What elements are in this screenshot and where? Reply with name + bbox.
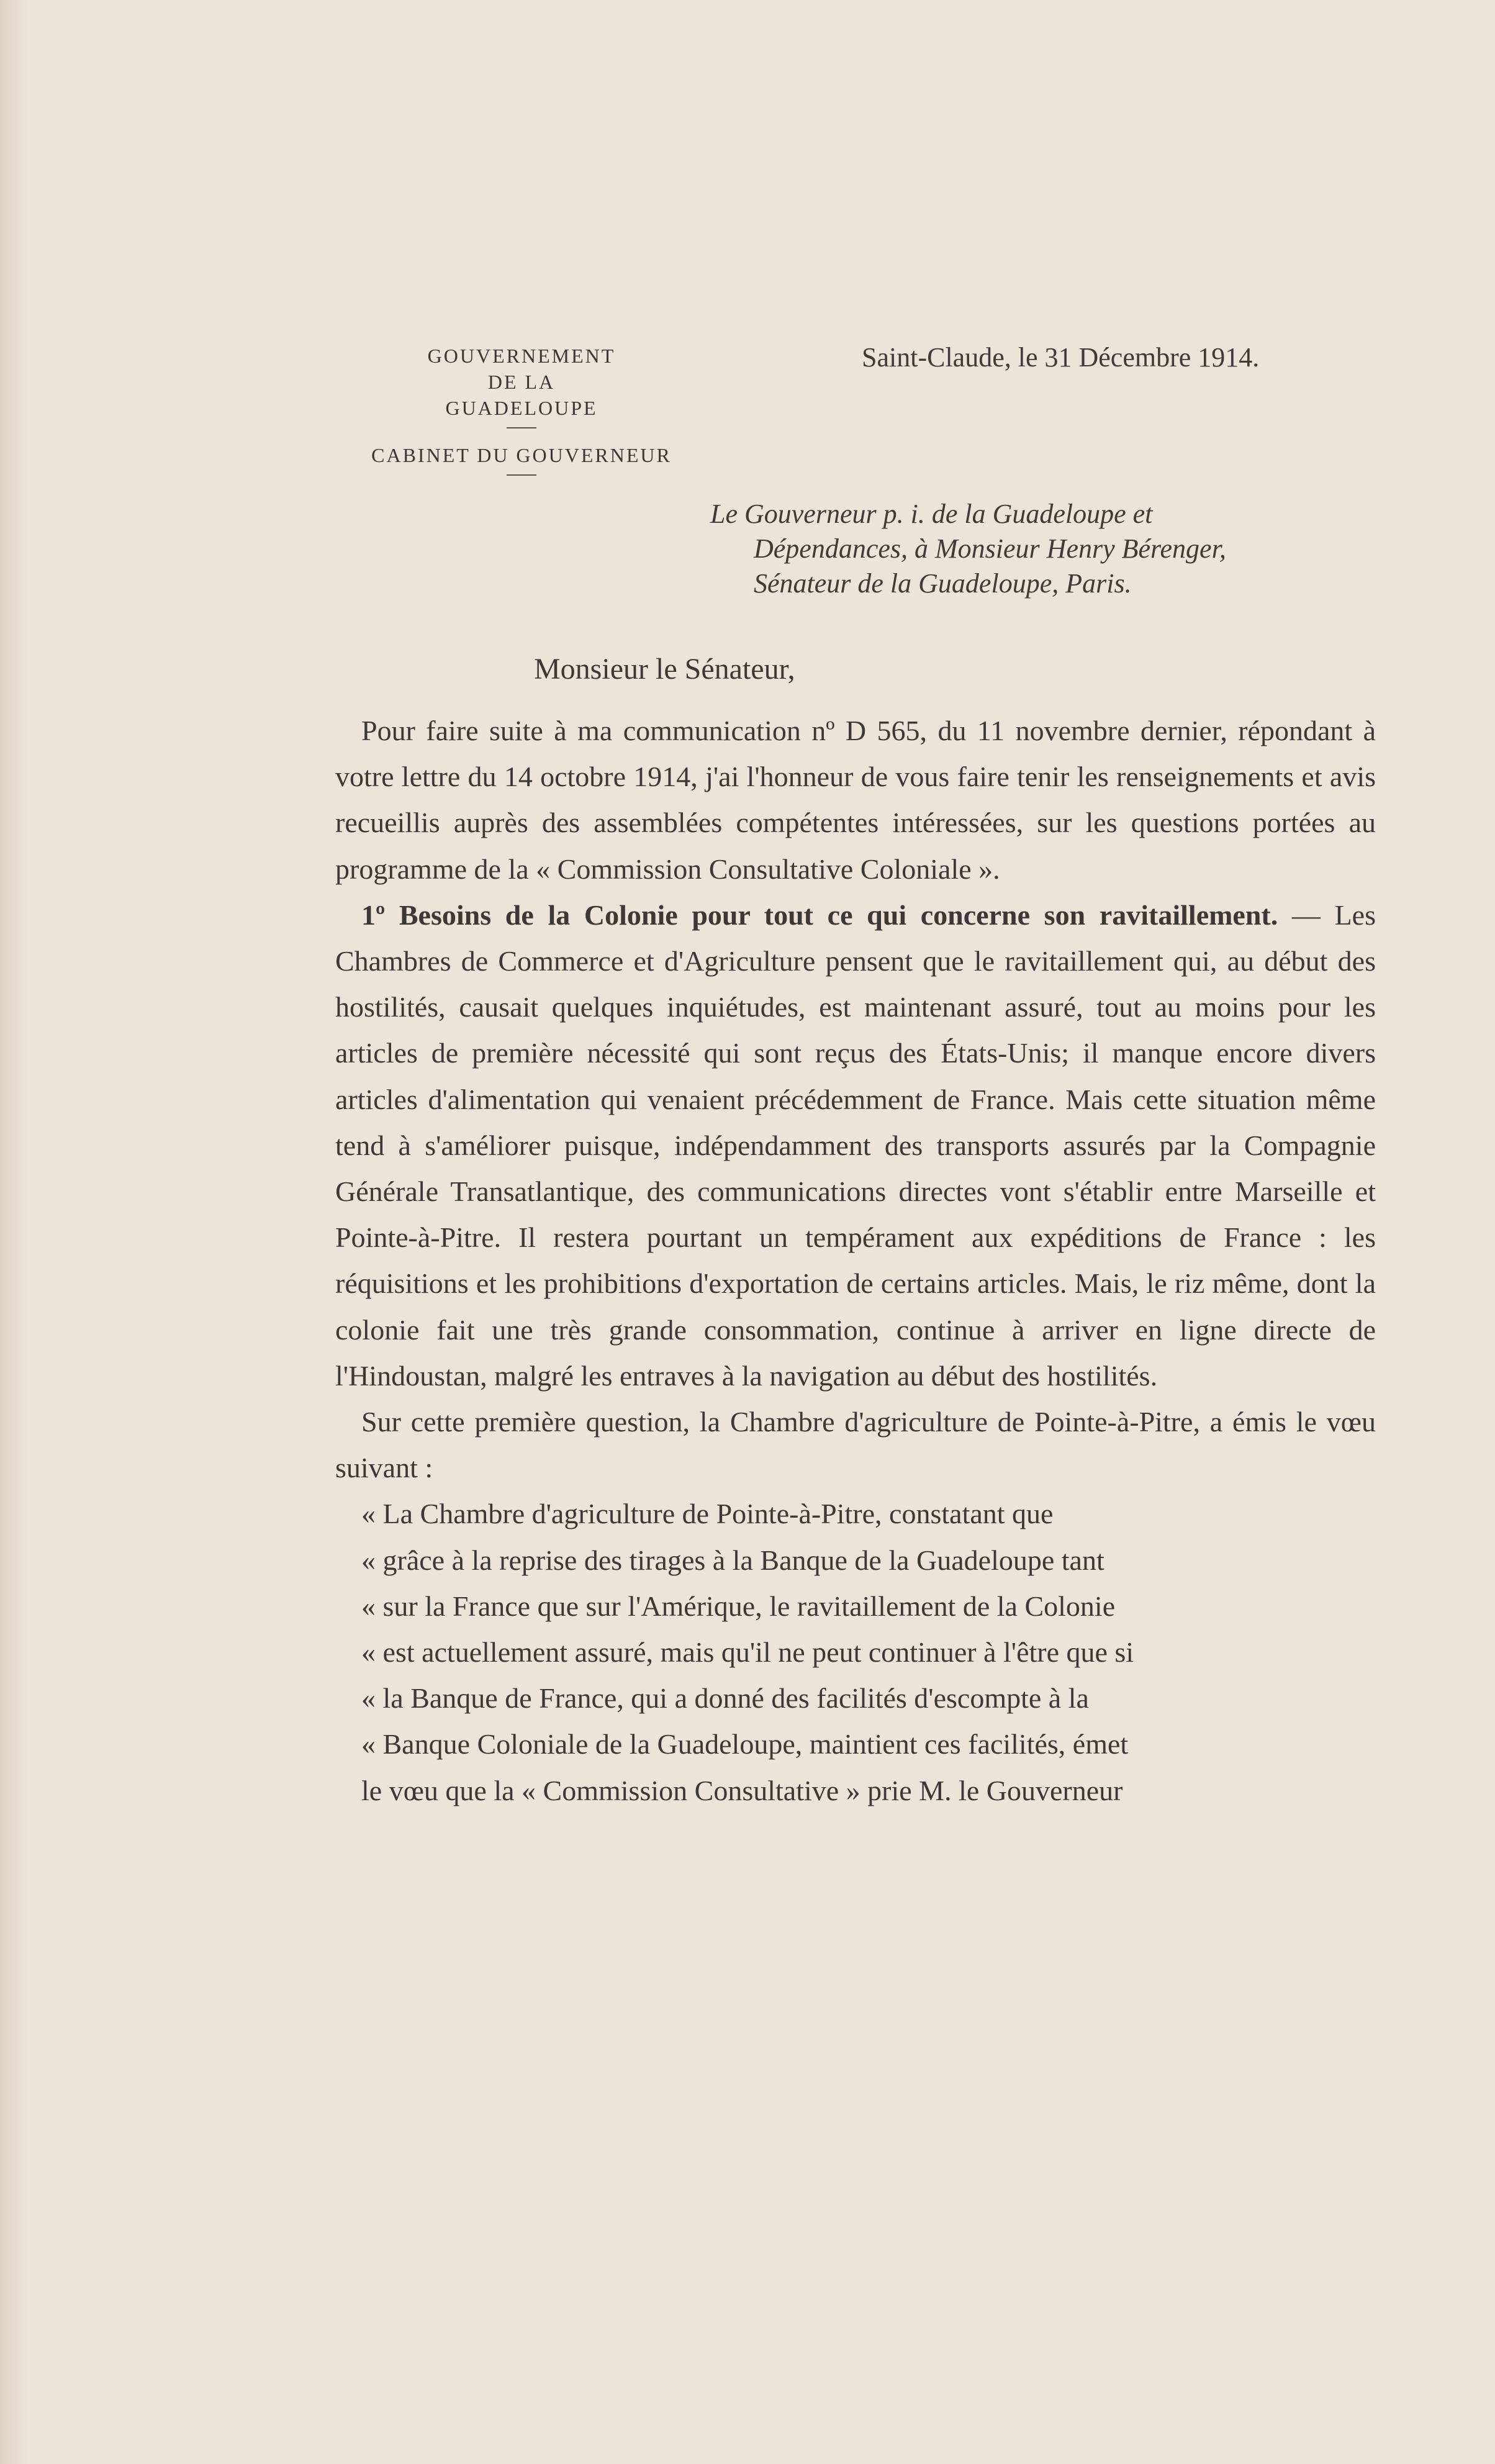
- quote-line-4: « est actuellement assuré, mais qu'il ne peut continuer à l'être que si: [361, 1636, 1134, 1669]
- quote-line-3: « sur la France que sur l'Amérique, le ravitaillement de la Colonie: [361, 1590, 1116, 1622]
- paragraph-1: Pour faire suite à ma communication nº D 565, du 11 novembre dernier, répondant à votre lettre du 14 octobre 1914, j'ai l'honneur de vous faire tenir les renseignements et avis recueillis auprès des assemblées compétentes intéressées, sur les questions portées au programme de la « Commission Consultative Coloniale ».: [335, 715, 1376, 885]
- addressee-line-2: Dépendances, à Monsieur Henry Bérenger,: [754, 533, 1226, 564]
- letterhead: [348, 343, 695, 482]
- addressee-line-3: Sénateur de la Guadeloupe, Paris.: [754, 568, 1132, 599]
- letter-body: [335, 708, 1376, 1814]
- letterhead-de-la: DE LA: [487, 371, 556, 393]
- letterhead-cabinet: CABINET DU GOUVERNEUR: [371, 444, 672, 466]
- quote-line-2: « grâce à la reprise des tirages à la Banque de la Guadeloupe tant: [361, 1544, 1104, 1576]
- addressee-block: [710, 497, 1387, 601]
- paragraph-2: [335, 892, 1376, 1399]
- letterhead-guadeloupe: GUADELOUPE: [445, 397, 598, 419]
- quote-line-5: « la Banque de France, qui a donné des facilités d'escompte à la: [361, 1682, 1089, 1714]
- letterhead-rule: [507, 427, 536, 428]
- quote-line-7: le vœu que la « Commission Consultative » prie M. le Gouverneur: [361, 1774, 1123, 1806]
- paragraph-3: Sur cette première question, la Chambre d'agriculture de Pointe-à-Pitre, a émis le vœu suivant :: [335, 1406, 1376, 1484]
- paragraph-2-text: — Les Chambres de Commerce et d'Agriculture pensent que le ravitaillement qui, au début des hostilités, causait quelques inquiétudes, est maintenant assuré, tout au moins pour les articles de première nécessité qui sont reçus des États-Unis; il manque encore divers articles d'alimentation qui venaient précédemment de France. Mais cette situation même tend à s'améliorer puisque, indépendamment des transports assurés par la Compagnie Générale Transatlantique, des communications directes vont s'établir entre Marseille et Pointe-à-Pitre. Il restera pourtant un tempérament aux expéditions de France : les réquisitions et les prohibitions d'exportation de certains articles. Mais, le riz même, dont la colonie fait une très grande consommation, continue à arriver en ligne directe de l'Hindoustan, malgré les entraves à la navigation au début des hostilités.: [335, 899, 1376, 1392]
- letterhead-government: GOUVERNEMENT: [427, 345, 616, 367]
- salutation: Monsieur le Sénateur,: [534, 653, 795, 686]
- quote-line-1: « La Chambre d'agriculture de Pointe-à-Pitre, constatant que: [361, 1498, 1054, 1530]
- page-binding-edge: [0, 0, 27, 2464]
- letterhead-rule-2: [507, 474, 536, 476]
- quote-line-6: « Banque Coloniale de la Guadeloupe, maintient ces facilités, émet: [361, 1728, 1129, 1760]
- place-date: Saint-Claude, le 31 Décembre 1914.: [862, 342, 1260, 373]
- section-heading-ravitaillement: 1º Besoins de la Colonie pour tout ce qui concerne son ravitaillement.: [361, 899, 1278, 931]
- addressee-line-1: Le Gouverneur p. i. de la Guadeloupe et: [710, 499, 1153, 529]
